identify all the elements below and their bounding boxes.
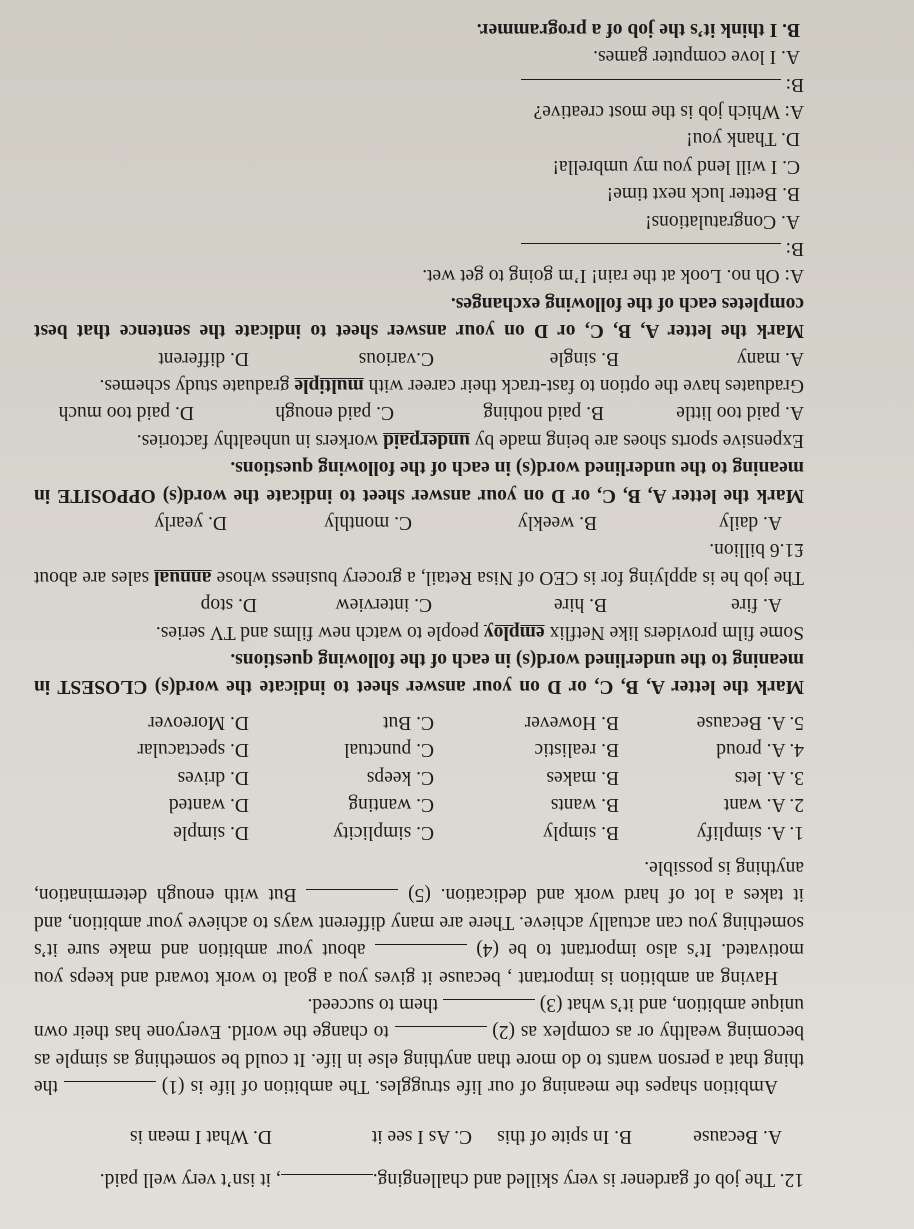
opposite-q2-options <box>34 344 804 371</box>
passage-text: But with enough determination, anything is possible. <box>34 856 804 906</box>
question-12 <box>34 1166 804 1193</box>
cloze-question-4 <box>34 736 804 763</box>
question-text: sales are about £1.6 billion. <box>33 539 804 588</box>
exchange-1-option-b: B. Better luck next time! <box>606 183 800 205</box>
answer-blank <box>281 1174 373 1193</box>
cloze-question-1 <box>34 818 804 845</box>
exchange-2-speaker-b <box>34 70 804 97</box>
underlined-word: employ <box>483 621 545 643</box>
question-text: graduate study schemes. <box>99 375 290 397</box>
exam-content <box>34 15 804 1193</box>
option-a: 5. A. Because <box>696 711 804 733</box>
cloze-question-3 <box>34 763 804 790</box>
option-a: A. many <box>736 347 804 369</box>
passage-text: them to succeed. <box>307 993 438 1015</box>
option-d: D. What I mean is <box>129 1125 272 1147</box>
option-d: D. drives <box>177 766 249 788</box>
q12-options <box>34 1122 804 1149</box>
blank-4 <box>375 944 467 963</box>
underlined-word: underpaid <box>383 429 470 451</box>
question-text: Graduates have the option to fast-track their career with <box>368 375 804 397</box>
underlined-word: multiple <box>294 375 364 397</box>
speaker-label: B: <box>785 73 804 95</box>
answer-blank <box>521 79 781 98</box>
exchange-1-speaker-b <box>34 235 804 262</box>
question-text: people to watch new films and TV series. <box>155 621 480 643</box>
underlined-word: annual <box>154 566 212 588</box>
option-b: B. simply <box>543 821 619 843</box>
passage-text: Ambition shapes the meaning of our life struggles. The ambition of life is (1) <box>161 1076 778 1098</box>
option-d: D. Moreover <box>148 711 249 733</box>
opposite-instruction: Mark the letter A, B, C, or D on your answer sheet to indicate the word(s) OPPOSITE in meaning to the underlined word(s) in each of the following questions. <box>34 457 804 506</box>
option-d: D. simple <box>173 821 249 843</box>
option-a: A. daily <box>719 512 782 534</box>
option-c: C. wanting <box>348 794 434 816</box>
opposite-question-1 <box>34 426 804 453</box>
option-c: C. But <box>383 711 434 733</box>
option-c: C.various <box>358 347 434 369</box>
closest-instruction: Mark the letter A, B, C, or D on your answer sheet to indicate the word(s) CLOSEST in meaning to the underlined word(s) in each of the following questions. <box>34 649 804 698</box>
closest-question-1 <box>34 618 804 645</box>
blank-3 <box>443 999 535 1018</box>
option-b: B. weekly <box>517 512 597 534</box>
question-text: workers in unhealthy factories. <box>136 429 379 451</box>
blank-2 <box>395 1026 487 1045</box>
option-a: A. Because <box>693 1125 782 1147</box>
option-b: B. paid nothing <box>483 402 604 424</box>
closest-question-2 <box>34 536 804 591</box>
exchange-1-option-d: D. Thank you! <box>686 128 800 150</box>
option-c: C. keeps <box>366 766 434 788</box>
cloze-question-5 <box>34 709 804 736</box>
option-b: B. realistic <box>534 739 619 761</box>
exchanges-instruction: Mark the letter A, B, C, or D on your answer sheet to indicate the sentence that best completes each of the following exchanges. <box>34 292 804 342</box>
q12-stem-end: , it isn’t very well paid. <box>99 1169 281 1190</box>
exchange-1-speaker-a: A: Oh no. Look at the rain! I’m going to get wet. <box>422 265 804 287</box>
option-d: D. paid too much <box>58 402 194 424</box>
option-c: C. punctual <box>344 739 434 761</box>
q12-stem-start: 12. The job of gardener is very skilled and challenging. <box>372 1169 804 1190</box>
closest-q2-options <box>34 509 804 536</box>
closest-q1-options <box>34 591 804 618</box>
option-c: C. simplicity <box>333 821 434 843</box>
option-d: D. different <box>158 347 249 369</box>
question-text: The job he is applying for is CEO of Nisa Retail, a grocery business whose <box>216 566 804 588</box>
exchange-1-option-c: C. I will lend you my umbrella! <box>552 155 800 177</box>
passage-text: about your ambition and make sure it’s something you can actually achieve. There are many different ways to achieve your ambition, and it takes a lot of hard work and dedication. (5) <box>33 884 804 961</box>
answer-blank <box>521 243 781 262</box>
question-text: Expensive sports shoes are being made by <box>474 429 804 451</box>
option-c: C. monthly <box>324 512 412 534</box>
blank-5 <box>306 889 398 908</box>
option-b: B. makes <box>546 766 619 788</box>
question-text: Some film providers like Netflix <box>549 621 804 643</box>
option-a: 2. A. want <box>723 794 804 816</box>
option-a: 4. A. proud <box>716 739 804 761</box>
option-d: D. wanted <box>168 794 249 816</box>
option-b: B. hire <box>553 594 607 616</box>
passage-text: Having an ambition is important , because it gives you a goal to work toward and keeps you motivated. It’s also important to be (4) <box>34 939 804 988</box>
option-c: C. interview <box>335 594 432 616</box>
option-a: A. paid too little <box>676 402 804 424</box>
option-c: C. paid enough <box>275 402 394 424</box>
option-b: B. wants <box>550 794 619 816</box>
option-a: A. fire <box>731 594 782 616</box>
option-b: B. single <box>549 347 619 369</box>
option-a: 1. A. simplify <box>696 821 804 843</box>
option-d: D. stop <box>200 594 257 616</box>
option-b: B. In spite of this <box>497 1125 632 1147</box>
option-b: B. However <box>524 711 619 733</box>
speaker-label: B: <box>785 238 804 259</box>
blank-1 <box>64 1081 156 1100</box>
exchange-2-option-a: A. I love computer games. <box>593 46 800 68</box>
passage-paragraph-1 <box>34 991 804 1101</box>
option-d: D. spectacular <box>137 739 249 761</box>
passage-text: the thing that a person wants to do more than anything else in life. It could be something as simple as becoming wealthy or as complex as (2) <box>33 1021 804 1098</box>
exchange-2-option-b: B. I think it’s the job of a programmer. <box>476 18 800 40</box>
opposite-q1-options <box>34 399 804 426</box>
option-a: 3. A. lets <box>734 766 804 788</box>
cloze-question-2 <box>34 791 804 818</box>
passage-text: to change the world. Everyone has their own unique ambition, and it’s what (3) <box>33 993 804 1043</box>
option-d: D. yearly <box>154 512 227 534</box>
option-c: C. As I see it <box>371 1125 472 1147</box>
passage-paragraph-2 <box>34 854 804 991</box>
exchange-2-speaker-a: A: Which job is the most creative? <box>533 100 804 122</box>
exchange-1-option-a: A. Congratulations! <box>645 210 800 232</box>
opposite-question-2 <box>34 372 804 399</box>
